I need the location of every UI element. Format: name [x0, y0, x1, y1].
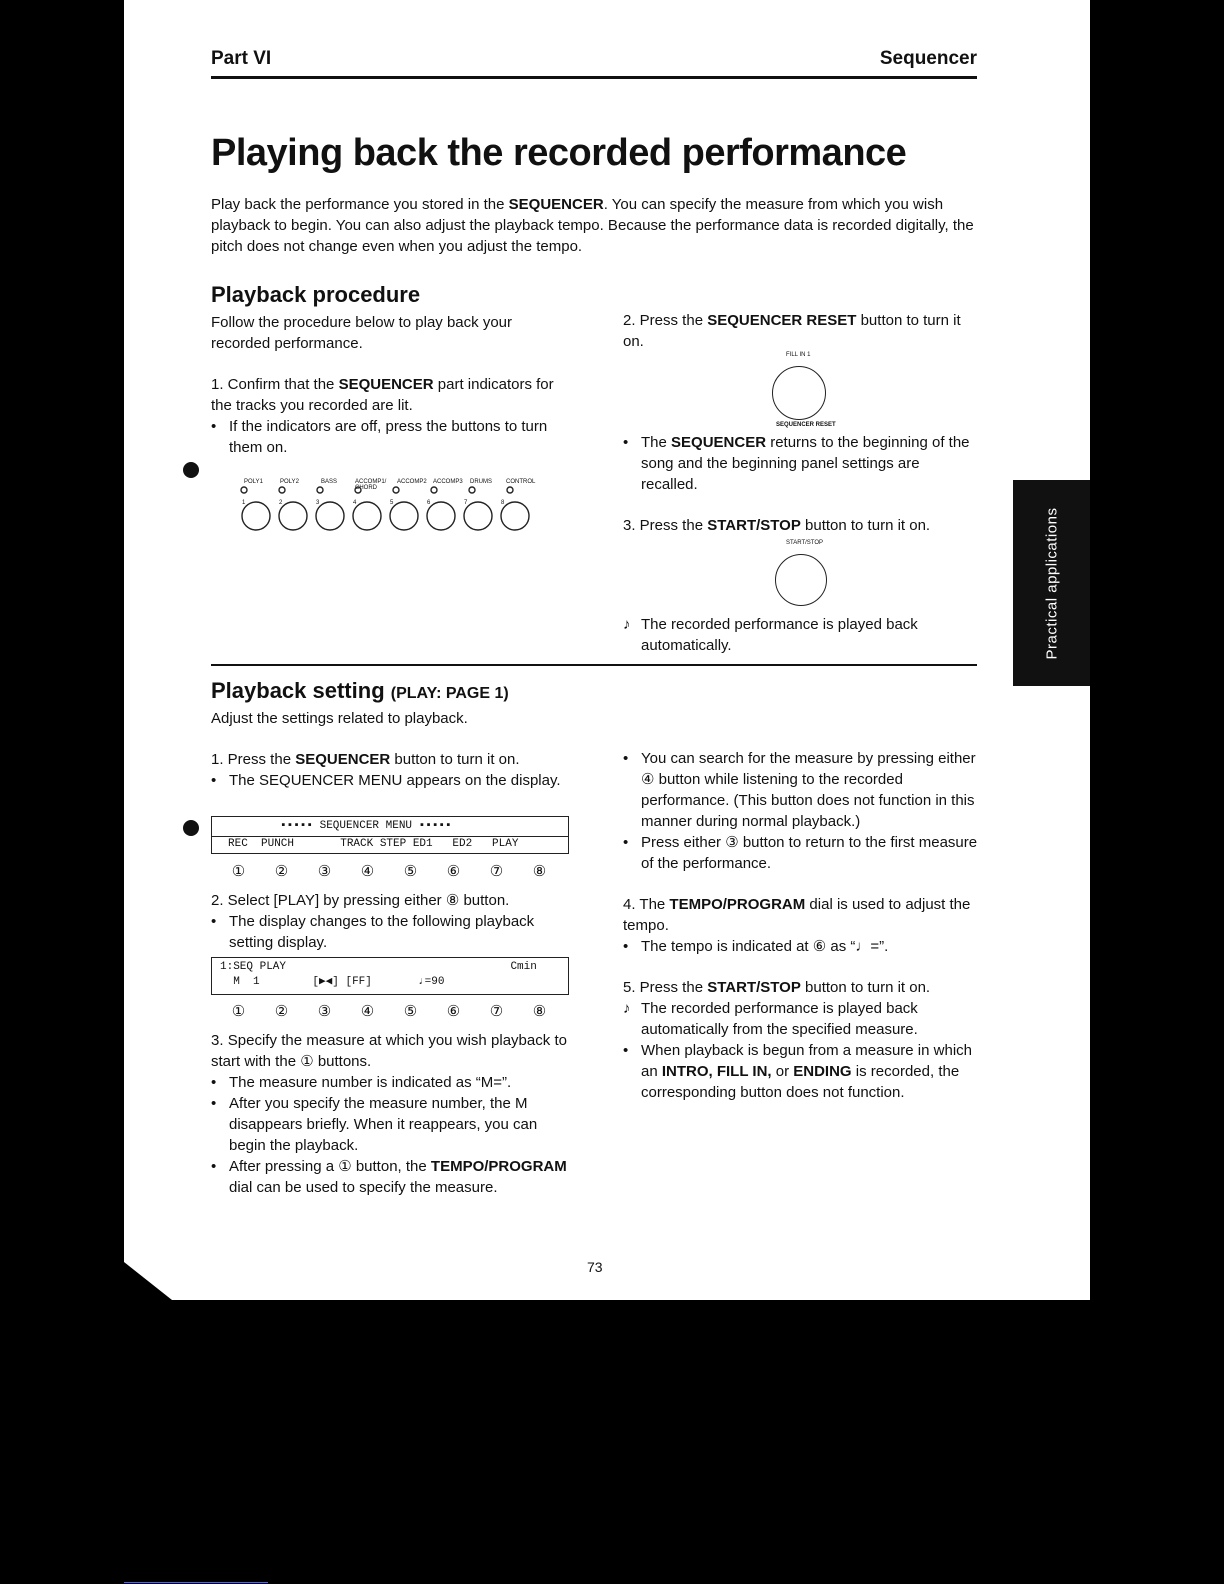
track-label: POLY2	[280, 479, 299, 485]
binder-hole	[183, 462, 199, 478]
section-divider	[211, 664, 977, 666]
start-stop-button-diagram	[775, 554, 827, 606]
step-1-note: • If the indicators are off, press the buttons to turn them on.	[211, 418, 548, 456]
track-number: 4	[353, 500, 357, 506]
track-label: BASS	[321, 479, 338, 485]
start-stop-label: START/STOP	[786, 540, 824, 546]
track-label: ACCOMP2	[397, 479, 427, 485]
track-number: 1	[242, 500, 246, 506]
side-tab	[1013, 480, 1090, 686]
header-section: Sequencer	[879, 48, 977, 69]
procedure-left-column	[211, 312, 567, 458]
side-tab-label: Practical applications	[1043, 507, 1060, 659]
sequencer-reset-label: SEQUENCER RESET	[776, 422, 836, 428]
procedure-intro: Follow the procedure below to play back your recorded performance.	[211, 314, 512, 352]
setting-step-5-result: ♪ The recorded performance is played back automatically from the specified measure.	[623, 1000, 918, 1038]
playback-right-column	[623, 748, 979, 1103]
track-label: ACCOMP3	[433, 479, 463, 485]
procedure-right-column	[623, 310, 979, 352]
setting-step-3-block	[211, 1030, 567, 1198]
lcd-playback-setting	[211, 957, 569, 995]
step-3-result-block	[623, 614, 979, 656]
step-2: 2. Press the SEQUENCER RESET button to turn it on.	[623, 312, 961, 350]
setting-note-search: • You can search for the measure by pressing either ④ button while listening to the recorded performance. (This button does not function in this manner during normal playback.)	[623, 750, 976, 830]
section-subtext: Adjust the settings related to playback.	[211, 710, 468, 727]
setting-step-3-note-b: • After you specify the measure number, the M disappears briefly. When it reappears, you can begin the playback.	[211, 1095, 538, 1154]
intro-paragraph: Play back the performance you stored in the SEQUENCER. You can specify the measure from which you wish playback to begin. You can also adjust the playback tempo. Because the performance data is recorded digitally, the pitch does not change even when you adjust the tempo.	[211, 196, 974, 255]
step-3-result: ♪ The recorded performance is played back automatically.	[623, 616, 918, 654]
button-numbers-2: ① ② ③ ④ ⑤ ⑥ ⑦ ⑧	[231, 1003, 547, 1020]
header-part: Part VI	[211, 48, 272, 69]
section-heading-playback-setting: Playback setting (PLAY: PAGE 1)	[211, 678, 509, 703]
track-label: ACCOMP1/ CHORD	[355, 479, 387, 491]
setting-step-3-note-a: • The measure number is indicated as “M=”.	[211, 1074, 512, 1091]
page-number: 73	[587, 1259, 603, 1275]
sequencer-reset-button-diagram	[772, 366, 826, 420]
track-buttons-diagram	[236, 484, 548, 534]
lcd-sequencer-menu	[211, 816, 569, 854]
page-title: Playing back the recorded performance	[211, 132, 907, 174]
header-rule	[211, 76, 977, 79]
track-number: 7	[464, 500, 468, 506]
bottom-link-line	[124, 1582, 268, 1583]
track-number: 3	[316, 500, 320, 506]
setting-step-4: 4. The TEMPO/PROGRAM dial is used to adjust the tempo.	[623, 896, 971, 934]
setting-step-5: 5. Press the START/STOP button to turn it on.	[623, 979, 931, 996]
track-number: 6	[427, 500, 431, 506]
step-1: 1. Confirm that the SEQUENCER part indicators for the tracks you recorded are lit.	[211, 376, 554, 414]
setting-step-1-note: • The SEQUENCER MENU appears on the display.	[211, 772, 561, 789]
track-label: POLY1	[244, 479, 263, 485]
lcd-line-1: ▪▪▪▪▪ SEQUENCER MENU ▪▪▪▪▪	[280, 820, 452, 832]
button-numbers-1: ① ② ③ ④ ⑤ ⑥ ⑦ ⑧	[231, 863, 547, 880]
setting-step-2-note: • The display changes to the following playback setting display.	[211, 913, 535, 951]
track-label: CONTROL	[506, 479, 536, 485]
lcd-line-2: M 1 [▶◀] [FF] ♩=90	[220, 976, 445, 988]
setting-step-1: 1. Press the SEQUENCER button to turn it on.	[211, 751, 520, 768]
playback-left-top	[211, 749, 567, 791]
step-3: 3. Press the START/STOP button to turn it on.	[623, 517, 931, 534]
setting-note-return: • Press either ③ button to return to the first measure of the performance.	[623, 834, 978, 872]
setting-step-3: 3. Specify the measure at which you wish playback to start with the ① buttons.	[211, 1032, 567, 1070]
lcd-line-1: 1:SEQ PLAY Cmin	[220, 961, 537, 973]
setting-step-5-note: • When playback is begun from a measure in which an INTRO, FILL IN, or ENDING is recorded, the corresponding button does not function.	[623, 1042, 972, 1101]
track-number: 2	[279, 500, 283, 506]
setting-step-2: 2. Select [PLAY] by pressing either ⑧ button.	[211, 892, 510, 909]
track-number: 8	[501, 500, 505, 506]
setting-step-4-note: • The tempo is indicated at ⑥ as “♩=”.	[623, 938, 889, 955]
step-2-note-block	[623, 432, 979, 536]
step-2-note: • The SEQUENCER returns to the beginning of the song and the beginning panel settings are recalled.	[623, 434, 970, 493]
binder-hole	[183, 820, 199, 836]
section-heading-procedure: Playback procedure	[211, 282, 421, 307]
lcd-line-2: REC PUNCH TRACK STEP ED1 ED2 PLAY	[212, 836, 568, 852]
fill-in-label: FILL IN 1	[786, 352, 811, 358]
setting-step-2-block	[211, 890, 567, 953]
setting-step-3-note-c: • After pressing a ① button, the TEMPO/PROGRAM dial can be used to specify the measure.	[211, 1158, 567, 1196]
track-label: DRUMS	[470, 479, 492, 485]
track-number: 5	[390, 500, 394, 506]
